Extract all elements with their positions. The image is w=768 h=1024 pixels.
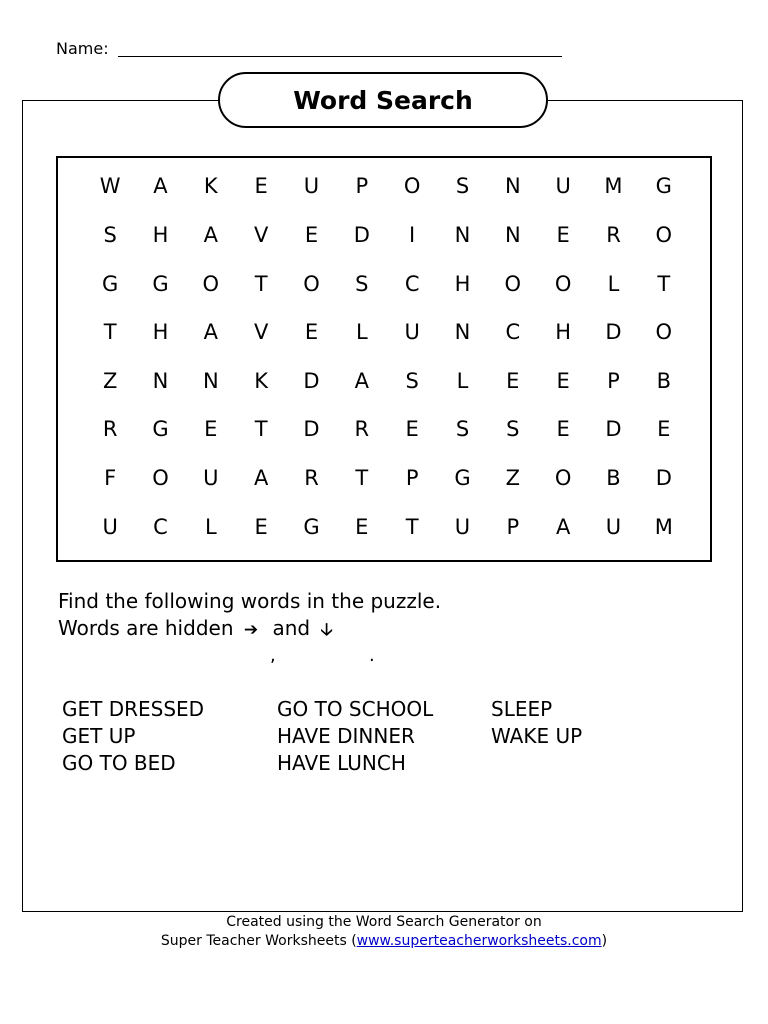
grid-letter: O (655, 222, 673, 247)
instruction-comma: , (270, 645, 276, 666)
grid-letter: S (455, 417, 470, 442)
grid-letter: A (555, 514, 571, 539)
grid-letter: U (555, 174, 571, 199)
grid-letter: M (604, 174, 623, 199)
grid-letter: A (253, 466, 269, 491)
instruction-prefix: Words are hidden (58, 616, 234, 640)
grid-letter: N (202, 368, 219, 393)
grid-letter: G (152, 271, 169, 296)
grid-letter: L (607, 271, 620, 296)
instruction-period: . (369, 645, 375, 666)
grid-letter: E (405, 417, 419, 442)
word-item: HAVE DINNER (277, 724, 415, 748)
grid-letter: L (456, 368, 469, 393)
grid-letter: W (99, 174, 121, 199)
grid-letter: U (605, 514, 622, 539)
instruction-line-2 (58, 615, 441, 644)
arrow-right-icon: ➔ (243, 620, 259, 640)
grid-letter: S (455, 174, 470, 199)
instructions (58, 588, 441, 644)
grid-letter: B (606, 466, 621, 491)
grid-letter: R (606, 222, 621, 247)
grid-letter: N (454, 320, 471, 345)
footer-link[interactable]: www.superteacherworksheets.com (356, 933, 602, 949)
grid-letter: U (203, 466, 219, 491)
grid-letter: N (454, 222, 471, 247)
grid-letter: D (605, 320, 622, 345)
grid-letter: U (454, 514, 471, 539)
grid-letter: O (504, 271, 522, 296)
grid-letter: T (405, 514, 419, 539)
grid-letter: S (103, 222, 117, 247)
footer-suffix: ) (601, 933, 608, 949)
grid-letter: O (554, 271, 572, 296)
grid-letter: V (253, 320, 269, 345)
grid-letter: I (409, 222, 416, 247)
grid-letter: S (506, 417, 520, 442)
grid-letter: A (354, 368, 369, 393)
grid-letter: E (355, 514, 369, 539)
grid-letter: N (504, 174, 521, 199)
grid-letter: S (355, 271, 369, 296)
grid-letter: D (303, 368, 320, 393)
grid-letter: C (153, 514, 168, 539)
grid-letter: E (304, 320, 319, 345)
instruction-and: and (272, 616, 311, 640)
grid-letter: L (204, 514, 217, 539)
grid-letter: D (303, 417, 320, 442)
grid-letter: O (655, 320, 673, 345)
grid-letter: E (556, 417, 570, 442)
word-column-1 (62, 696, 204, 777)
grid-letter: E (254, 174, 268, 199)
grid-letter: R (354, 417, 370, 442)
grid-letter: C (505, 320, 521, 345)
grid-letter: G (102, 271, 119, 296)
grid-letter: H (152, 222, 169, 247)
footer-line-1: Created using the Word Search Generator on (226, 914, 542, 930)
grid-letter: E (556, 368, 570, 393)
grid-letter: T (657, 271, 671, 296)
grid-letter: G (655, 174, 672, 199)
grid-letter: K (254, 368, 269, 393)
grid-letter: H (555, 320, 572, 345)
instruction-line-1: Find the following words in the puzzle. (58, 589, 442, 613)
grid-letter: F (104, 466, 117, 491)
word-item: GET UP (62, 724, 136, 748)
grid-letter: O (554, 466, 572, 491)
grid-letter: E (556, 222, 570, 247)
grid-letter: E (304, 222, 319, 247)
footer (0, 913, 768, 951)
grid-letter: N (504, 222, 521, 247)
grid-letter: T (355, 466, 369, 491)
grid-letter: O (202, 271, 220, 296)
grid-letter: T (103, 320, 117, 345)
grid-letter: Z (505, 466, 521, 491)
grid-letter: U (404, 320, 420, 345)
footer-line-2 (0, 932, 768, 951)
grid-letter: H (454, 271, 471, 296)
arrow-down-icon: 🡣 (320, 620, 333, 640)
grid-letter: P (506, 514, 520, 539)
word-column-2 (277, 696, 433, 777)
grid-letter: S (405, 368, 419, 393)
grid-letter: O (303, 271, 320, 296)
grid-letter: U (303, 174, 320, 199)
grid-letter: P (355, 174, 369, 199)
grid-letter: M (654, 514, 673, 539)
grid-letter: C (404, 271, 420, 296)
grid-letter: P (405, 466, 419, 491)
footer-prefix: Super Teacher Worksheets ( (160, 933, 357, 949)
grid-letter: O (403, 174, 421, 199)
grid-letter: R (102, 417, 118, 442)
grid-letter: A (203, 320, 218, 345)
grid-letter: H (152, 320, 169, 345)
letter-grid (85, 162, 689, 551)
grid-letter: T (254, 417, 268, 442)
grid-letter: G (152, 417, 169, 442)
grid-letter: V (253, 222, 269, 247)
grid-letter: L (355, 320, 368, 345)
word-column-3 (491, 696, 582, 750)
page-title: Word Search (293, 85, 473, 115)
grid-letter: B (656, 368, 672, 393)
grid-letter: G (454, 466, 471, 491)
word-item: GET DRESSED (62, 697, 205, 721)
grid-letter: D (655, 466, 672, 491)
word-item: WAKE UP (491, 724, 583, 748)
name-label: Name: (56, 39, 109, 58)
grid-letter: Z (102, 368, 118, 393)
name-blank-line (118, 56, 562, 57)
grid-letter: K (203, 174, 218, 199)
grid-letter: T (254, 271, 268, 296)
grid-letter: E (506, 368, 520, 393)
grid-letter: R (304, 466, 319, 491)
grid-letter: G (303, 514, 320, 539)
grid-letter: D (605, 417, 622, 442)
grid-letter: D (353, 222, 370, 247)
title-banner (218, 72, 548, 128)
grid-letter: A (203, 222, 218, 247)
grid-letter: P (607, 368, 620, 393)
grid-letter: O (152, 466, 169, 491)
grid-letter: U (102, 514, 118, 539)
grid-letter: N (152, 368, 169, 393)
word-item: GO TO BED (62, 751, 176, 775)
grid-letter: A (153, 174, 168, 199)
word-item: HAVE LUNCH (277, 751, 406, 775)
word-item: GO TO SCHOOL (277, 697, 434, 721)
word-item: SLEEP (491, 697, 553, 721)
grid-letter: E (657, 417, 671, 442)
grid-letter: E (204, 417, 218, 442)
grid-letter: E (254, 514, 268, 539)
